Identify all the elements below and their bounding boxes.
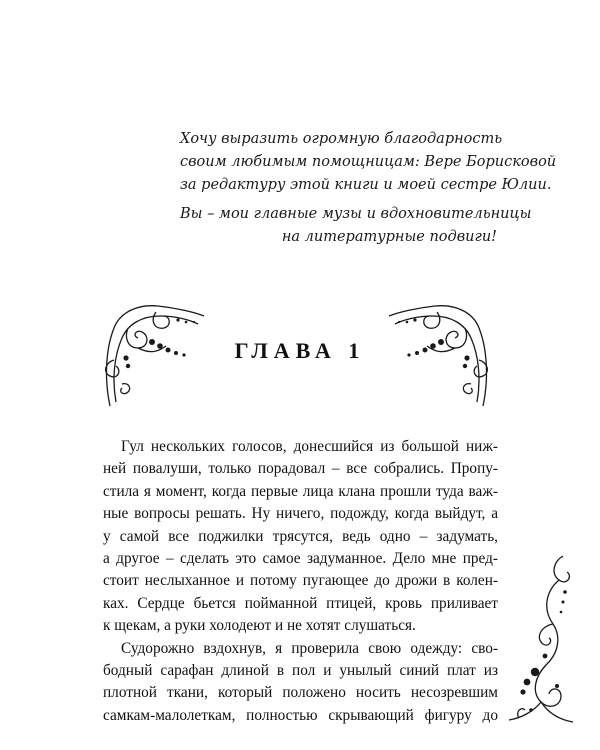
text-line: плотной ткани, который положено носить несозревшим: [103, 684, 498, 702]
dedication: [180, 128, 557, 255]
text-line: Гул нескольких голосов, донесшийся из большой ниж-: [121, 438, 498, 455]
dedication-line: Хочу выразить огромную благодарность: [180, 131, 503, 147]
text-line: Судорожно вздохнув, я проверила свою одежду: сво-: [121, 639, 498, 657]
text-line: к щекам, а руки холодеют и не хотят слушаться.: [103, 617, 416, 635]
chapter-title: ГЛАВА 1: [234, 338, 366, 363]
dedication-line: своим любимым помощницам: Вере Борисковой: [180, 154, 557, 170]
margin-ornament-icon: [505, 552, 575, 727]
body-paragraph-2: [103, 638, 498, 728]
dedication-line: за редактуру этой книги и моей сестре Юлии.: [180, 177, 552, 193]
dedication-line: Вы – мои главные музы и вдохновительницы: [180, 206, 532, 222]
text-line: ней повалуши, только порадовал – все собрались. Пропу-: [103, 460, 498, 478]
text-line: стила я момент, когда первые лица клана прошли туда важ-: [103, 482, 498, 500]
body-paragraph-1: [103, 436, 498, 638]
dedication-line: на литературные подвиги!: [281, 229, 497, 245]
text-line: бодный сарафан длиной в пол и унылый синий плат из: [103, 662, 498, 680]
text-line: у самой все поджилки трясутся, ведь одно – задумать,: [103, 527, 498, 545]
text-line: ках. Сердце бьется пойманной птицей, кровь приливает: [103, 594, 498, 612]
text-line: а другое – сделать это самое задуманное. Дело мне пред-: [103, 550, 498, 568]
body-text: [103, 436, 498, 727]
dedication-paragraph-2: [180, 203, 532, 249]
text-line: самкам-малолеткам, полностью скрывающий фигуру до: [103, 706, 498, 724]
text-line: стоит неслыханное и потому пугающее до дрожи в колен-: [103, 572, 498, 590]
text-line: ные вопросы решать. Ну ничего, подожду, когда выйдут, а: [103, 505, 498, 523]
dedication-paragraph-1: [180, 128, 557, 197]
